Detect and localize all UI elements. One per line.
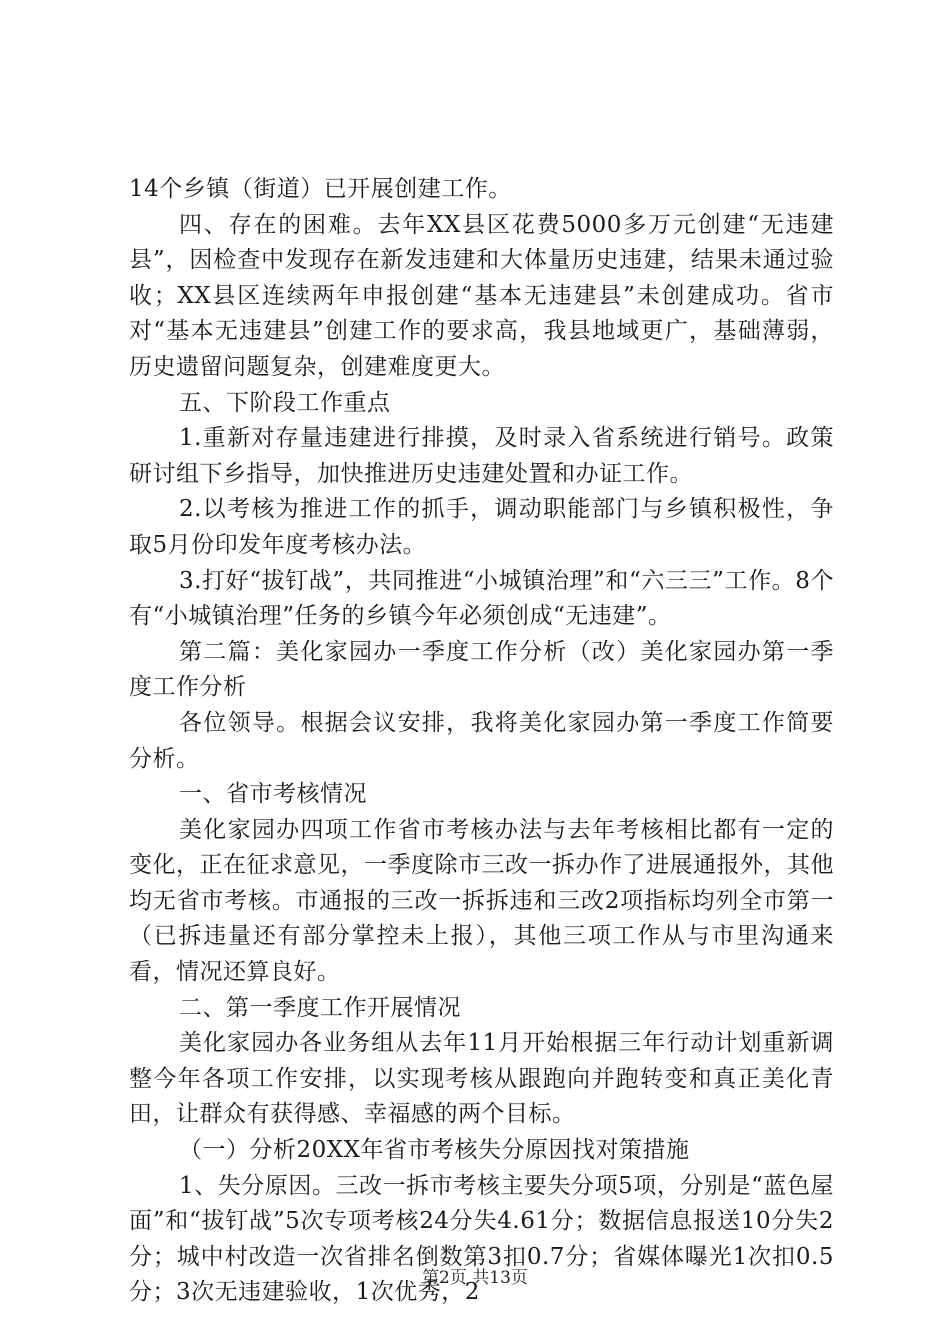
paragraph: 美化家园办各业务组从去年11月开始根据三年行动计划重新调整今年各项工作安排，以实现考核从跟跑向并跑转变和真正美化青田，让群众有获得感、幸福感的两个目标。: [129, 1030, 834, 1128]
paragraph: 2.以考核为推进工作的抓手，调动职能部门与乡镇积极性，争取5月份印发年度考核办法。: [129, 496, 834, 558]
page-footer: [0, 1267, 950, 1289]
chapter-title: 第二篇：美化家园办一季度工作分析（改）美化家园办第一季度工作分析: [129, 638, 834, 701]
paragraph: 各位领导。根据会议安排，我将美化家园办第一季度工作简要分析。: [129, 709, 834, 772]
paragraph: 四、存在的困难。去年XX县区花费5000多万元创建“无违建县”，因检查中发现存在新发违建和大体量历史违建，结果未通过验收；XX县区连续两年申报创建“基本无违建县”未创建成功。省市对“基本无违建县”创建工作的要求高，我县地域更广，基础薄弱，历史遗留问题复杂，创建难度更大。: [129, 211, 834, 380]
paragraph: 美化家园办四项工作省市考核办法与去年考核相比都有一定的变化，正在征求意见，一季度除市三改一拆办作了进展通报外，其他均无省市考核。市通报的三改一拆拆违和三改2项指标均列全市第一（已拆违量还有部分掌控未上报），其他三项工作从与市里沟通来看，情况还算良好。: [129, 816, 834, 986]
paragraph: 3.打好“拔钉战”，共同推进“小城镇治理”和“六三三”工作。8个有“小城镇治理”任务的乡镇今年必须创成“无违建”。: [129, 567, 834, 630]
paragraph: 1、失分原因。三改一拆市考核主要失分项5项，分别是“蓝色屋面”和“拔钉战”5次专项考核24分失4.61分；数据信息报送10分失2分；城中村改造一次省排名倒数第3扣0.7分；省媒体曝光1次扣0.5分；3次无违建验收，1次优秀，2: [129, 1172, 834, 1306]
paragraph: 14个乡镇（街道）已开展创建工作。: [129, 176, 512, 202]
document-body: [129, 172, 834, 1311]
paragraph: 1.重新对存量违建进行排摸，及时录入省系统进行销号。政策研讨组下乡指导，加快推进历史违建处置和办证工作。: [129, 425, 834, 487]
subsection-heading: （一）分析20XX年省市考核失分原因找对策措施: [179, 1137, 690, 1164]
section-heading: 一、省市考核情况: [179, 781, 367, 808]
section-heading: 二、第一季度工作开展情况: [179, 994, 461, 1021]
page-number: 第2页 共13页: [422, 1268, 528, 1288]
section-heading: 五、下阶段工作重点: [179, 389, 391, 416]
